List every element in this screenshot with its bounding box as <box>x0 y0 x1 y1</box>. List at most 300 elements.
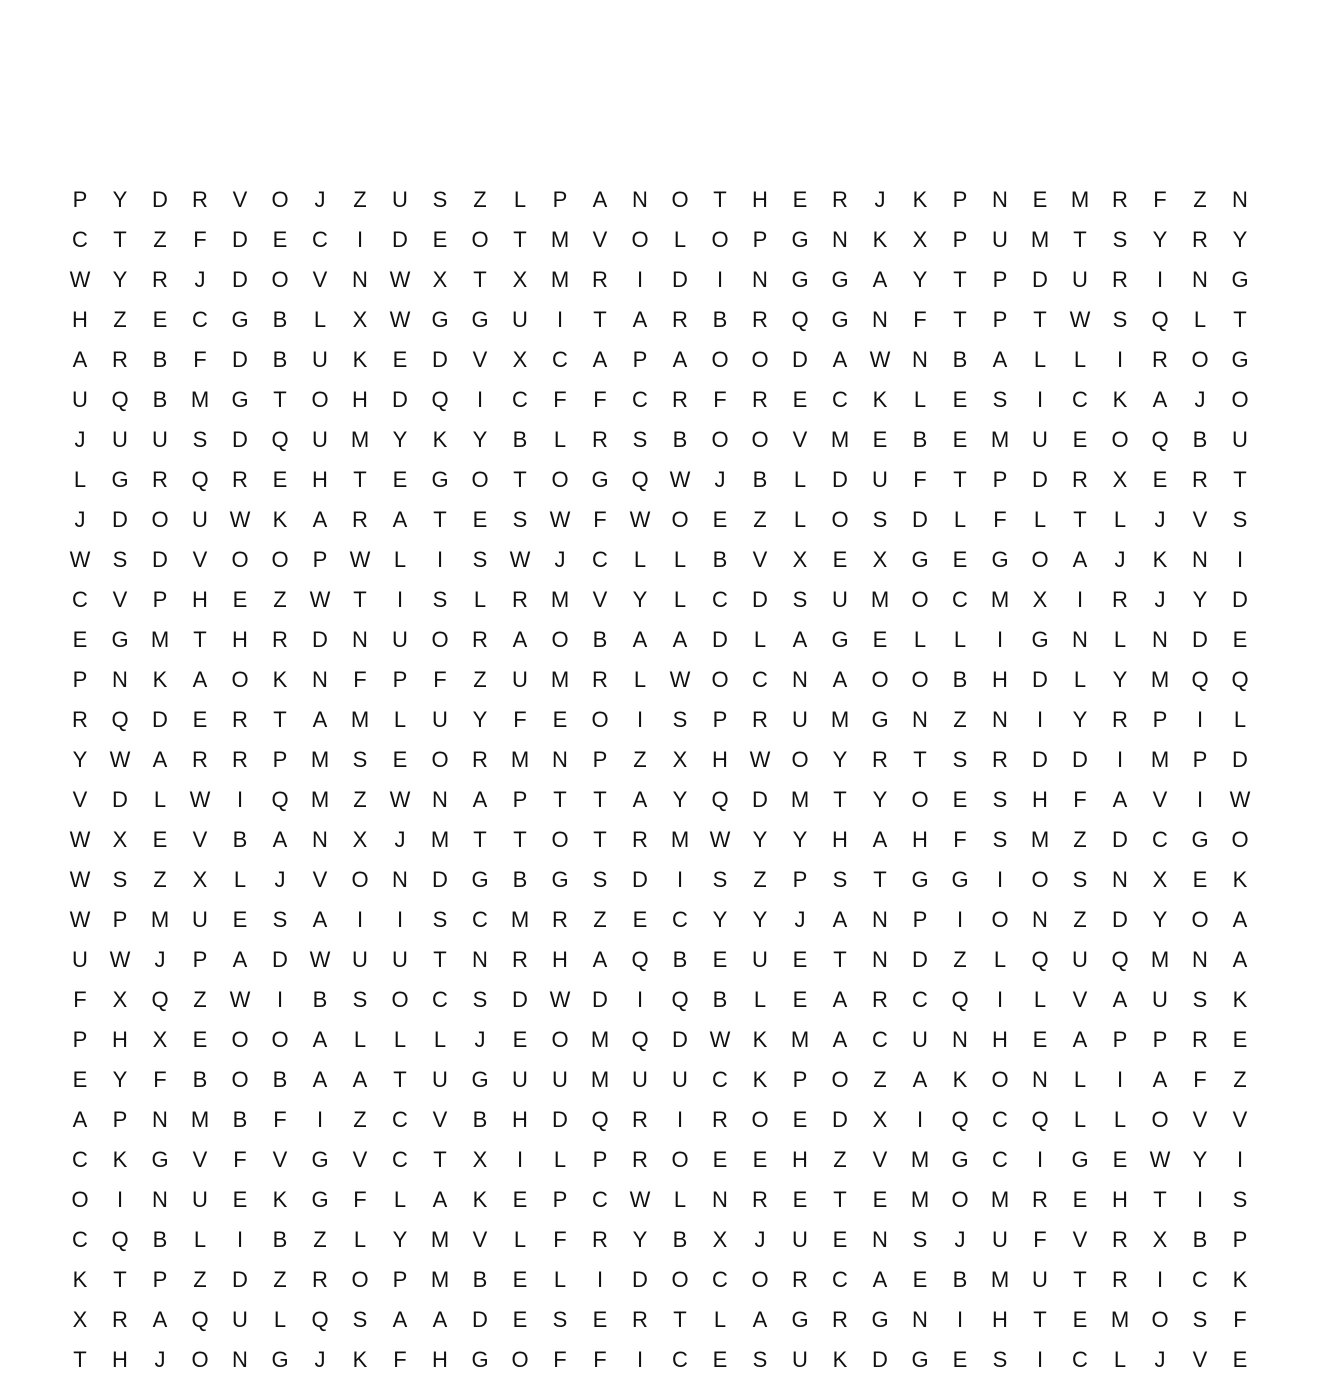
letter-cell[interactable]: F <box>953 827 967 852</box>
letter-cell[interactable]: V <box>1192 1347 1208 1372</box>
letter-cell[interactable]: E <box>1152 467 1168 492</box>
letter-cell[interactable]: F <box>393 1347 407 1372</box>
letter-cell[interactable]: R <box>1112 187 1128 212</box>
letter-cell[interactable]: W <box>709 1027 731 1052</box>
letter-cell[interactable]: B <box>272 347 288 372</box>
letter-cell[interactable]: F <box>553 1227 567 1252</box>
letter-cell[interactable]: G <box>831 307 849 332</box>
letter-cell[interactable]: Q <box>711 787 729 812</box>
letter-cell[interactable]: I <box>956 1307 964 1332</box>
letter-cell[interactable]: K <box>752 1067 768 1092</box>
letter-cell[interactable]: X <box>912 227 928 252</box>
letter-cell[interactable]: K <box>72 1267 88 1292</box>
letter-cell[interactable]: G <box>431 307 449 332</box>
letter-cell[interactable]: R <box>832 1307 848 1332</box>
letter-cell[interactable]: L <box>673 547 687 572</box>
letter-cell[interactable]: I <box>1156 1267 1164 1292</box>
letter-cell[interactable]: P <box>632 347 648 372</box>
letter-cell[interactable]: K <box>112 1147 128 1172</box>
letter-cell[interactable]: R <box>312 1267 328 1292</box>
letter-cell[interactable]: D <box>392 387 408 412</box>
letter-cell[interactable]: O <box>271 547 289 572</box>
letter-cell[interactable]: O <box>351 867 369 892</box>
letter-cell[interactable]: E <box>1072 427 1088 452</box>
letter-cell[interactable]: Y <box>632 1227 648 1252</box>
letter-cell[interactable]: W <box>709 827 731 852</box>
letter-cell[interactable]: H <box>752 187 768 212</box>
letter-cell[interactable]: B <box>152 1227 168 1252</box>
letter-cell[interactable]: Z <box>593 907 607 932</box>
letter-cell[interactable]: Q <box>631 467 649 492</box>
letter-cell[interactable]: E <box>952 547 968 572</box>
letter-cell[interactable]: P <box>992 467 1008 492</box>
letter-cell[interactable]: W <box>869 347 891 372</box>
letter-cell[interactable]: N <box>912 1307 928 1332</box>
letter-cell[interactable]: Y <box>1112 667 1128 692</box>
letter-cell[interactable]: D <box>1032 267 1048 292</box>
letter-cell[interactable]: H <box>112 1347 128 1372</box>
letter-cell[interactable]: Q <box>591 1107 609 1132</box>
letter-cell[interactable]: H <box>512 1107 528 1132</box>
letter-cell[interactable]: J <box>954 1227 966 1252</box>
letter-cell[interactable]: O <box>951 1187 969 1212</box>
letter-cell[interactable]: R <box>192 187 208 212</box>
letter-cell[interactable]: Z <box>113 307 127 332</box>
letter-cell[interactable]: F <box>553 387 567 412</box>
letter-cell[interactable]: W <box>69 907 91 932</box>
letter-cell[interactable]: A <box>1072 1027 1088 1052</box>
letter-cell[interactable]: M <box>990 427 1010 452</box>
letter-cell[interactable]: Y <box>712 907 728 932</box>
letter-cell[interactable]: R <box>592 427 608 452</box>
letter-cell[interactable]: V <box>432 1107 448 1132</box>
letter-cell[interactable]: X <box>1112 467 1128 492</box>
letter-cell[interactable]: D <box>792 347 808 372</box>
letter-cell[interactable]: F <box>1153 187 1167 212</box>
letter-cell[interactable]: O <box>471 227 489 252</box>
letter-cell[interactable]: L <box>1073 1067 1087 1092</box>
letter-cell[interactable]: N <box>952 1027 968 1052</box>
letter-cell[interactable]: R <box>592 1227 608 1252</box>
letter-cell[interactable]: C <box>392 1107 408 1132</box>
letter-cell[interactable]: J <box>314 187 326 212</box>
letter-cell[interactable]: T <box>433 507 447 532</box>
letter-cell[interactable]: T <box>433 1147 447 1172</box>
letter-cell[interactable]: D <box>472 1307 488 1332</box>
letter-cell[interactable]: K <box>752 1027 768 1052</box>
letter-cell[interactable]: X <box>872 1107 888 1132</box>
letter-cell[interactable]: N <box>992 187 1008 212</box>
letter-cell[interactable]: L <box>1073 347 1087 372</box>
letter-cell[interactable]: V <box>472 1227 488 1252</box>
letter-cell[interactable]: D <box>1112 907 1128 932</box>
letter-cell[interactable]: M <box>790 787 810 812</box>
letter-cell[interactable]: T <box>513 467 527 492</box>
letter-cell[interactable]: I <box>916 1107 924 1132</box>
letter-cell[interactable]: R <box>872 747 888 772</box>
letter-cell[interactable]: M <box>430 1267 450 1292</box>
letter-cell[interactable]: A <box>392 507 408 532</box>
letter-cell[interactable]: O <box>791 747 809 772</box>
letter-cell[interactable]: I <box>396 907 404 932</box>
letter-cell[interactable]: P <box>112 907 128 932</box>
letter-cell[interactable]: Z <box>353 787 367 812</box>
letter-cell[interactable]: A <box>1232 947 1248 972</box>
letter-cell[interactable]: T <box>513 827 527 852</box>
letter-cell[interactable]: S <box>952 747 968 772</box>
letter-cell[interactable]: B <box>272 307 288 332</box>
letter-cell[interactable]: Z <box>833 1147 847 1172</box>
letter-cell[interactable]: H <box>912 827 928 852</box>
letter-cell[interactable]: R <box>752 707 768 732</box>
letter-cell[interactable]: S <box>1192 1307 1208 1332</box>
letter-cell[interactable]: L <box>513 1227 527 1252</box>
letter-cell[interactable]: J <box>1154 1347 1166 1372</box>
letter-cell[interactable]: E <box>832 547 848 572</box>
letter-cell[interactable]: D <box>152 187 168 212</box>
letter-cell[interactable]: C <box>992 1147 1008 1172</box>
letter-cell[interactable]: V <box>192 827 208 852</box>
letter-cell[interactable]: D <box>232 227 248 252</box>
letter-cell[interactable]: L <box>393 707 407 732</box>
letter-cell[interactable]: O <box>1151 1307 1169 1332</box>
letter-cell[interactable]: U <box>392 187 408 212</box>
letter-cell[interactable]: A <box>832 987 848 1012</box>
letter-cell[interactable]: C <box>72 587 88 612</box>
letter-cell[interactable]: E <box>232 587 248 612</box>
letter-cell[interactable]: Q <box>671 987 689 1012</box>
letter-cell[interactable]: L <box>473 587 487 612</box>
letter-cell[interactable]: W <box>309 947 331 972</box>
letter-cell[interactable]: G <box>911 547 929 572</box>
letter-cell[interactable]: S <box>112 547 128 572</box>
letter-cell[interactable]: M <box>150 907 170 932</box>
letter-cell[interactable]: L <box>1193 307 1207 332</box>
letter-cell[interactable]: A <box>392 1307 408 1332</box>
letter-cell[interactable]: S <box>1232 1187 1248 1212</box>
letter-cell[interactable]: O <box>671 1147 689 1172</box>
letter-cell[interactable]: D <box>672 1027 688 1052</box>
letter-cell[interactable]: U <box>192 907 208 932</box>
letter-cell[interactable]: D <box>1072 747 1088 772</box>
letter-cell[interactable]: A <box>832 1027 848 1052</box>
letter-cell[interactable]: M <box>830 427 850 452</box>
letter-cell[interactable]: Y <box>72 747 88 772</box>
letter-cell[interactable]: D <box>1032 747 1048 772</box>
letter-cell[interactable]: B <box>192 1067 208 1092</box>
letter-cell[interactable]: R <box>872 987 888 1012</box>
letter-cell[interactable]: V <box>1072 987 1088 1012</box>
letter-cell[interactable]: H <box>232 627 248 652</box>
letter-cell[interactable]: Q <box>631 1027 649 1052</box>
letter-cell[interactable]: E <box>792 1107 808 1132</box>
letter-cell[interactable]: O <box>711 667 729 692</box>
letter-cell[interactable]: E <box>512 1187 528 1212</box>
letter-cell[interactable]: F <box>593 1347 607 1372</box>
letter-cell[interactable]: L <box>1233 707 1247 732</box>
letter-cell[interactable]: V <box>352 1147 368 1172</box>
letter-cell[interactable]: B <box>672 947 688 972</box>
letter-cell[interactable]: T <box>1073 227 1087 252</box>
letter-cell[interactable]: L <box>353 1027 367 1052</box>
letter-cell[interactable]: B <box>952 1267 968 1292</box>
letter-cell[interactable]: R <box>672 387 688 412</box>
letter-cell[interactable]: K <box>1112 387 1128 412</box>
letter-cell[interactable]: A <box>632 787 648 812</box>
letter-cell[interactable]: Z <box>753 867 767 892</box>
letter-cell[interactable]: R <box>1112 267 1128 292</box>
letter-cell[interactable]: O <box>1231 387 1249 412</box>
letter-cell[interactable]: O <box>71 1187 89 1212</box>
letter-cell[interactable]: L <box>1033 347 1047 372</box>
letter-cell[interactable]: C <box>752 667 768 692</box>
letter-cell[interactable]: F <box>553 1347 567 1372</box>
letter-cell[interactable]: P <box>392 1267 408 1292</box>
letter-cell[interactable]: U <box>232 1307 248 1332</box>
letter-cell[interactable]: K <box>432 427 448 452</box>
letter-cell[interactable]: X <box>1152 867 1168 892</box>
letter-cell[interactable]: J <box>74 427 86 452</box>
letter-cell[interactable]: A <box>672 627 688 652</box>
letter-cell[interactable]: E <box>912 1267 928 1292</box>
letter-cell[interactable]: R <box>552 907 568 932</box>
letter-cell[interactable]: V <box>192 547 208 572</box>
letter-cell[interactable]: N <box>872 1227 888 1252</box>
letter-cell[interactable]: B <box>312 987 328 1012</box>
letter-cell[interactable]: C <box>672 907 688 932</box>
letter-cell[interactable]: Q <box>1111 947 1129 972</box>
letter-cell[interactable]: D <box>672 267 688 292</box>
letter-cell[interactable]: M <box>310 787 330 812</box>
letter-cell[interactable]: I <box>996 867 1004 892</box>
letter-cell[interactable]: S <box>992 387 1008 412</box>
letter-cell[interactable]: R <box>112 347 128 372</box>
letter-cell[interactable]: Q <box>191 1307 209 1332</box>
letter-cell[interactable]: S <box>672 707 688 732</box>
letter-cell[interactable]: M <box>590 1067 610 1092</box>
letter-cell[interactable]: R <box>112 1307 128 1332</box>
letter-cell[interactable]: K <box>272 507 288 532</box>
letter-cell[interactable]: L <box>673 587 687 612</box>
letter-cell[interactable]: U <box>752 947 768 972</box>
letter-cell[interactable]: D <box>592 987 608 1012</box>
letter-cell[interactable]: E <box>192 1027 208 1052</box>
letter-cell[interactable]: Z <box>353 187 367 212</box>
letter-cell[interactable]: M <box>870 587 890 612</box>
letter-cell[interactable]: S <box>752 1347 768 1372</box>
letter-cell[interactable]: Y <box>752 827 768 852</box>
letter-cell[interactable]: G <box>471 1067 489 1092</box>
letter-cell[interactable]: T <box>713 187 727 212</box>
letter-cell[interactable]: V <box>592 587 608 612</box>
letter-cell[interactable]: R <box>672 307 688 332</box>
letter-cell[interactable]: P <box>72 667 88 692</box>
letter-cell[interactable]: D <box>232 427 248 452</box>
letter-cell[interactable]: C <box>672 1347 688 1372</box>
letter-cell[interactable]: L <box>153 787 167 812</box>
letter-cell[interactable]: D <box>232 267 248 292</box>
letter-cell[interactable]: D <box>632 1267 648 1292</box>
letter-cell[interactable]: Q <box>951 987 969 1012</box>
letter-cell[interactable]: L <box>633 667 647 692</box>
letter-cell[interactable]: H <box>352 387 368 412</box>
letter-cell[interactable]: M <box>590 1027 610 1052</box>
letter-cell[interactable]: O <box>1151 1107 1169 1132</box>
letter-cell[interactable]: I <box>396 587 404 612</box>
letter-cell[interactable]: F <box>353 1187 367 1212</box>
letter-cell[interactable]: O <box>351 1267 369 1292</box>
letter-cell[interactable]: E <box>512 1307 528 1332</box>
letter-cell[interactable]: G <box>1071 1147 1089 1172</box>
letter-cell[interactable]: E <box>792 187 808 212</box>
letter-cell[interactable]: O <box>711 427 729 452</box>
letter-cell[interactable]: H <box>712 747 728 772</box>
letter-cell[interactable]: Z <box>473 667 487 692</box>
letter-cell[interactable]: I <box>1116 1067 1124 1092</box>
letter-cell[interactable]: U <box>632 1067 648 1092</box>
letter-cell[interactable]: O <box>471 467 489 492</box>
letter-cell[interactable]: Q <box>311 1307 329 1332</box>
letter-cell[interactable]: R <box>232 707 248 732</box>
letter-cell[interactable]: R <box>1032 1187 1048 1212</box>
letter-cell[interactable]: R <box>1152 347 1168 372</box>
letter-cell[interactable]: N <box>992 707 1008 732</box>
letter-cell[interactable]: K <box>872 227 888 252</box>
letter-cell[interactable]: L <box>1113 507 1127 532</box>
letter-cell[interactable]: L <box>313 307 327 332</box>
letter-cell[interactable]: A <box>632 307 648 332</box>
letter-cell[interactable]: I <box>236 787 244 812</box>
letter-cell[interactable]: O <box>551 1027 569 1052</box>
letter-cell[interactable]: M <box>990 1267 1010 1292</box>
letter-cell[interactable]: P <box>1152 1027 1168 1052</box>
letter-cell[interactable]: C <box>1072 1347 1088 1372</box>
letter-cell[interactable]: G <box>831 267 849 292</box>
letter-cell[interactable]: C <box>712 1267 728 1292</box>
letter-cell[interactable]: C <box>592 547 608 572</box>
letter-cell[interactable]: I <box>1036 1347 1044 1372</box>
letter-cell[interactable]: T <box>1033 1307 1047 1332</box>
letter-cell[interactable]: Z <box>193 1267 207 1292</box>
letter-cell[interactable]: N <box>312 827 328 852</box>
letter-cell[interactable]: W <box>549 507 571 532</box>
letter-cell[interactable]: J <box>394 827 406 852</box>
letter-cell[interactable]: I <box>636 267 644 292</box>
letter-cell[interactable]: M <box>550 267 570 292</box>
letter-cell[interactable]: D <box>1232 747 1248 772</box>
letter-cell[interactable]: E <box>792 1187 808 1212</box>
letter-cell[interactable]: W <box>629 507 651 532</box>
letter-cell[interactable]: O <box>1191 907 1209 932</box>
letter-cell[interactable]: K <box>1232 867 1248 892</box>
letter-cell[interactable]: G <box>991 547 1009 572</box>
letter-cell[interactable]: L <box>1073 1107 1087 1132</box>
letter-cell[interactable]: I <box>996 627 1004 652</box>
letter-cell[interactable]: L <box>73 467 87 492</box>
letter-cell[interactable]: E <box>472 507 488 532</box>
letter-cell[interactable]: U <box>1032 427 1048 452</box>
letter-cell[interactable]: O <box>911 587 929 612</box>
letter-cell[interactable]: X <box>1152 1227 1168 1252</box>
letter-cell[interactable]: I <box>116 1187 124 1212</box>
letter-cell[interactable]: J <box>154 1347 166 1372</box>
letter-cell[interactable]: Y <box>1072 707 1088 732</box>
letter-cell[interactable]: A <box>472 787 488 812</box>
letter-cell[interactable]: K <box>1232 987 1248 1012</box>
letter-cell[interactable]: B <box>272 1227 288 1252</box>
letter-cell[interactable]: D <box>1032 667 1048 692</box>
letter-cell[interactable]: Q <box>191 467 209 492</box>
letter-cell[interactable]: E <box>752 1147 768 1172</box>
letter-cell[interactable]: N <box>1192 267 1208 292</box>
letter-cell[interactable]: V <box>1192 507 1208 532</box>
letter-cell[interactable]: W <box>509 547 531 572</box>
letter-cell[interactable]: R <box>512 947 528 972</box>
letter-cell[interactable]: D <box>872 1347 888 1372</box>
letter-cell[interactable]: T <box>1033 307 1047 332</box>
letter-cell[interactable]: A <box>592 187 608 212</box>
letter-cell[interactable]: D <box>152 707 168 732</box>
letter-cell[interactable]: R <box>1112 1227 1128 1252</box>
letter-cell[interactable]: L <box>553 1147 567 1172</box>
letter-cell[interactable]: D <box>392 227 408 252</box>
letter-cell[interactable]: S <box>432 587 448 612</box>
letter-cell[interactable]: R <box>592 267 608 292</box>
letter-cell[interactable]: A <box>312 1027 328 1052</box>
letter-cell[interactable]: Q <box>1191 667 1209 692</box>
letter-cell[interactable]: C <box>72 227 88 252</box>
letter-cell[interactable]: Z <box>633 747 647 772</box>
letter-cell[interactable]: I <box>1076 587 1084 612</box>
letter-cell[interactable]: O <box>711 227 729 252</box>
letter-cell[interactable]: T <box>193 627 207 652</box>
letter-cell[interactable]: F <box>1233 1307 1247 1332</box>
letter-cell[interactable]: N <box>472 947 488 972</box>
letter-cell[interactable]: T <box>1233 467 1247 492</box>
letter-cell[interactable]: R <box>792 1267 808 1292</box>
letter-cell[interactable]: S <box>792 587 808 612</box>
letter-cell[interactable]: D <box>832 1107 848 1132</box>
letter-cell[interactable]: S <box>912 1227 928 1252</box>
letter-cell[interactable]: P <box>1192 747 1208 772</box>
letter-cell[interactable]: V <box>592 227 608 252</box>
letter-cell[interactable]: E <box>712 947 728 972</box>
letter-cell[interactable]: E <box>1072 1307 1088 1332</box>
letter-cell[interactable]: L <box>633 547 647 572</box>
letter-cell[interactable]: V <box>232 187 248 212</box>
letter-cell[interactable]: M <box>310 747 330 772</box>
letter-cell[interactable]: N <box>352 627 368 652</box>
letter-cell[interactable]: P <box>952 227 968 252</box>
letter-cell[interactable]: T <box>473 267 487 292</box>
letter-cell[interactable]: R <box>592 667 608 692</box>
letter-cell[interactable]: O <box>1111 427 1129 452</box>
letter-cell[interactable]: Z <box>273 1267 287 1292</box>
letter-cell[interactable]: I <box>316 1107 324 1132</box>
letter-cell[interactable]: Q <box>631 947 649 972</box>
letter-cell[interactable]: I <box>996 987 1004 1012</box>
letter-cell[interactable]: B <box>752 467 768 492</box>
letter-cell[interactable]: U <box>192 507 208 532</box>
letter-cell[interactable]: C <box>72 1147 88 1172</box>
letter-cell[interactable]: Y <box>392 1227 408 1252</box>
letter-cell[interactable]: N <box>1232 187 1248 212</box>
letter-cell[interactable]: Y <box>472 707 488 732</box>
letter-cell[interactable]: P <box>392 667 408 692</box>
letter-cell[interactable]: M <box>910 1147 930 1172</box>
letter-cell[interactable]: E <box>72 627 88 652</box>
letter-cell[interactable]: C <box>632 387 648 412</box>
